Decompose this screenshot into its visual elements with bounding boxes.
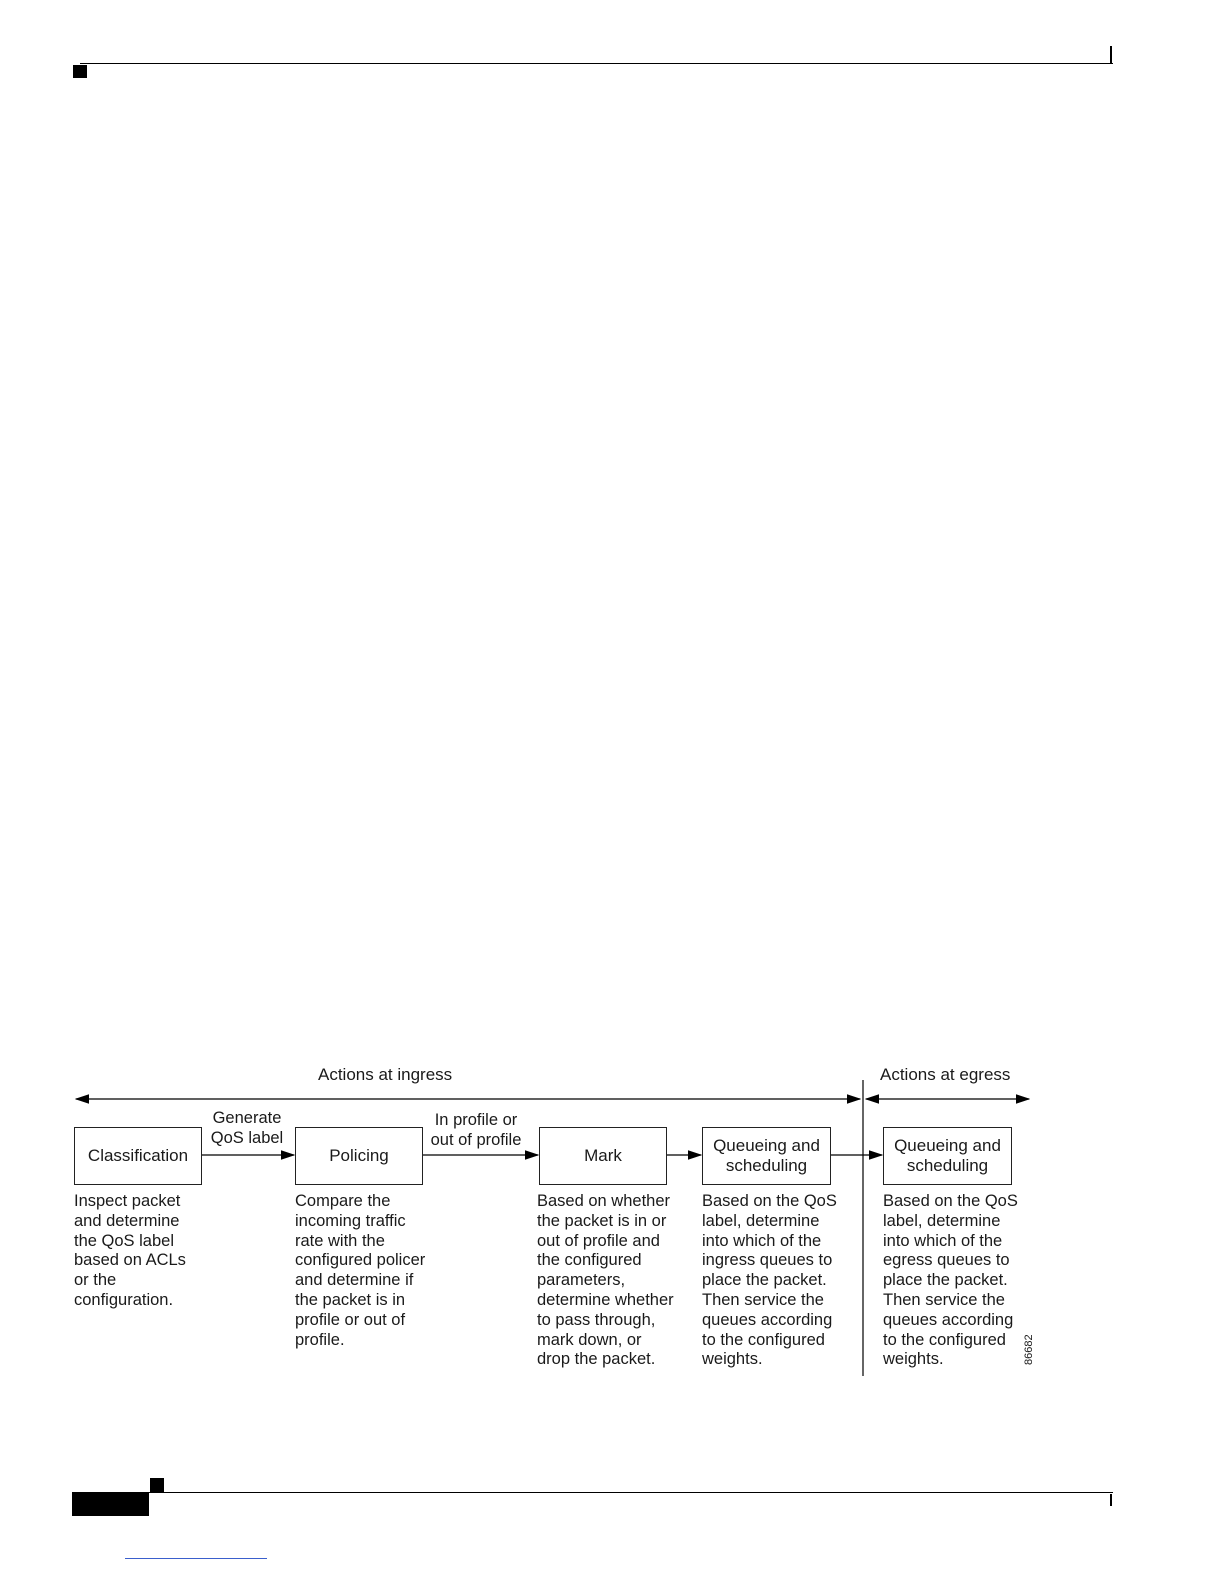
policing-box: Policing	[295, 1127, 423, 1185]
egress-section-label: Actions at egress	[880, 1065, 1011, 1084]
connector-label-generate-qos: Generate QoS label	[210, 1109, 284, 1147]
ingress-queueing-box: Queueing and scheduling	[702, 1127, 831, 1185]
ingress-queueing-description: Based on the QoS label, determine into which of the ingress queues to place the packet. Then service the queues according to the configured weights.	[702, 1192, 837, 1369]
classification-description: Inspect packet and determine the QoS label based on ACLs or the configuration.	[74, 1192, 186, 1309]
policing-description: Compare the incoming traffic rate with the configured policer and determine if the packet is in profile or out of profile.	[295, 1192, 426, 1349]
ingress-section-label: Actions at ingress	[318, 1065, 453, 1084]
egress-queueing-description: Based on the QoS label, determine into which of the egress queues to place the packet. Then service the queues according to the configured weights.	[883, 1192, 1018, 1369]
figure-id: 86682	[1023, 1334, 1035, 1365]
classification-box: Classification	[74, 1127, 202, 1185]
mark-description: Based on whether the packet is in or out of profile and the configured parameters, determine whether to pass through, mark down, or drop the packet.	[537, 1192, 674, 1369]
connector-label-in-profile: In profile or out of profile	[430, 1111, 522, 1149]
mark-box: Mark	[539, 1127, 667, 1185]
egress-queueing-box: Queueing and scheduling	[883, 1127, 1012, 1185]
